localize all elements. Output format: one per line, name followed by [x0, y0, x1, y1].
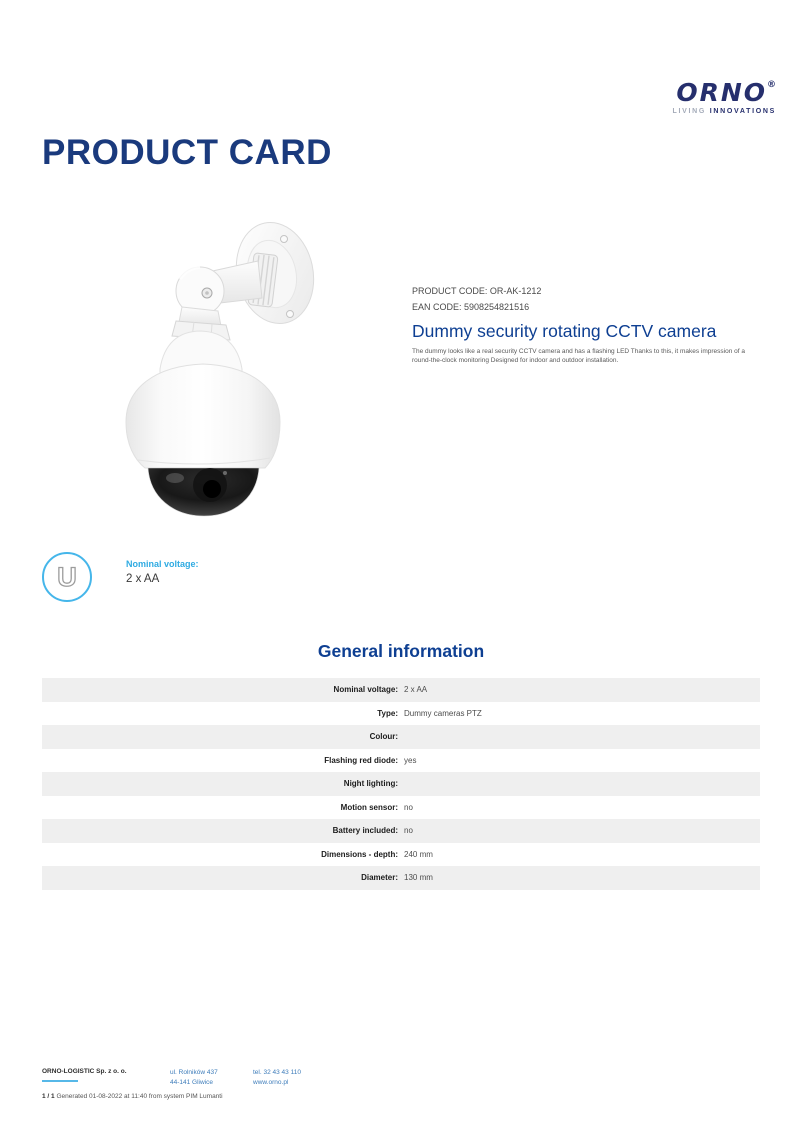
product-photo: [112, 214, 368, 520]
spec-row-type: [42, 702, 760, 726]
spec-label: Colour:: [369, 732, 398, 742]
product-info: [412, 283, 764, 365]
footer-address: [170, 1068, 218, 1088]
spec-value: 130 mm: [404, 873, 433, 883]
product-title: Dummy security rotating CCTV camera: [412, 321, 717, 341]
spec-value: yes: [404, 755, 417, 765]
footer-company-name: ORNO-LOGISTIC Sp. z o. o.: [42, 1068, 127, 1075]
camera-body: [126, 364, 280, 468]
product-code: PRODUCT CODE: OR-AK-1212: [412, 286, 542, 296]
footer-contact: [253, 1068, 301, 1088]
feature-label: Nominal voltage:: [126, 559, 199, 569]
spec-label: Diameter:: [361, 873, 398, 883]
footer-phone: tel. 32 43 43 110: [253, 1069, 301, 1076]
camera-dome: [148, 468, 259, 516]
spec-label: Dimensions - depth:: [321, 849, 398, 859]
feature-text: [126, 552, 199, 602]
spec-value: no: [404, 802, 413, 812]
spec-label: Battery included:: [332, 826, 398, 836]
screw-hole-icon: [287, 311, 294, 318]
spec-table: [42, 678, 760, 890]
brand-tagline-living: LIVING: [672, 108, 707, 115]
ean-code: EAN CODE: 5908254821516: [412, 302, 530, 312]
page-title: PRODUCT CARD: [42, 133, 332, 172]
footer-accent-underline: [42, 1080, 78, 1082]
spec-row-battery-included: [42, 819, 760, 843]
brand-logo: [673, 72, 776, 115]
voltage-u-icon: [42, 552, 92, 602]
brand-logo-wordmark: [673, 72, 776, 106]
spec-row-diameter: [42, 866, 760, 890]
brand-tagline: [673, 108, 776, 115]
brand-name: ORNO: [676, 78, 767, 107]
spec-label: Night lighting:: [343, 779, 398, 789]
spec-label: Type:: [377, 708, 398, 718]
cctv-camera-image: [112, 214, 368, 520]
spec-row-nominal-voltage: [42, 678, 760, 702]
footer-page-number: 1 / 1: [42, 1093, 55, 1100]
spec-label: Flashing red diode:: [324, 755, 398, 765]
footer-generated-line: [42, 1093, 223, 1100]
screw-hole-icon: [281, 236, 288, 243]
u-letter-glyph: [45, 555, 89, 599]
spec-value: 240 mm: [404, 849, 433, 859]
spec-value: Dummy cameras PTZ: [404, 708, 482, 718]
spec-row-motion-sensor: [42, 796, 760, 820]
feature-value: 2 x AA: [126, 573, 160, 585]
footer-generated-note: Generated 01-08-2022 at 11:40 from system PIM Lumanti: [56, 1093, 223, 1100]
footer-website-link[interactable]: www.orno.pl: [253, 1079, 289, 1086]
registered-trademark-icon: ®: [767, 80, 776, 90]
spec-label: Nominal voltage:: [333, 685, 398, 695]
spec-value: 2 x AA: [404, 685, 428, 695]
footer-address-street: ul. Rolników 437: [170, 1069, 218, 1076]
spec-row-colour: [42, 725, 760, 749]
spec-label: Motion sensor:: [340, 802, 398, 812]
feature-nominal-voltage: [42, 552, 199, 602]
spec-row-dimensions-depth: [42, 843, 760, 867]
brand-tagline-innovations: INNOVATIONS: [709, 108, 776, 115]
footer-address-city: 44-141 Gliwice: [170, 1079, 213, 1086]
spec-value: no: [404, 826, 413, 836]
section-heading-general-information: General information: [317, 641, 485, 661]
product-description: The dummy looks like a real security CCTV camera and has a flashing LED Thanks to this, it makes impression of a round-the-clock monitoring Designed for indoor and outdoor installation.: [412, 348, 745, 364]
spec-row-flashing-red-diode: [42, 749, 760, 773]
spec-row-night-lighting: [42, 772, 760, 796]
svg-text:U: U: [57, 562, 77, 592]
